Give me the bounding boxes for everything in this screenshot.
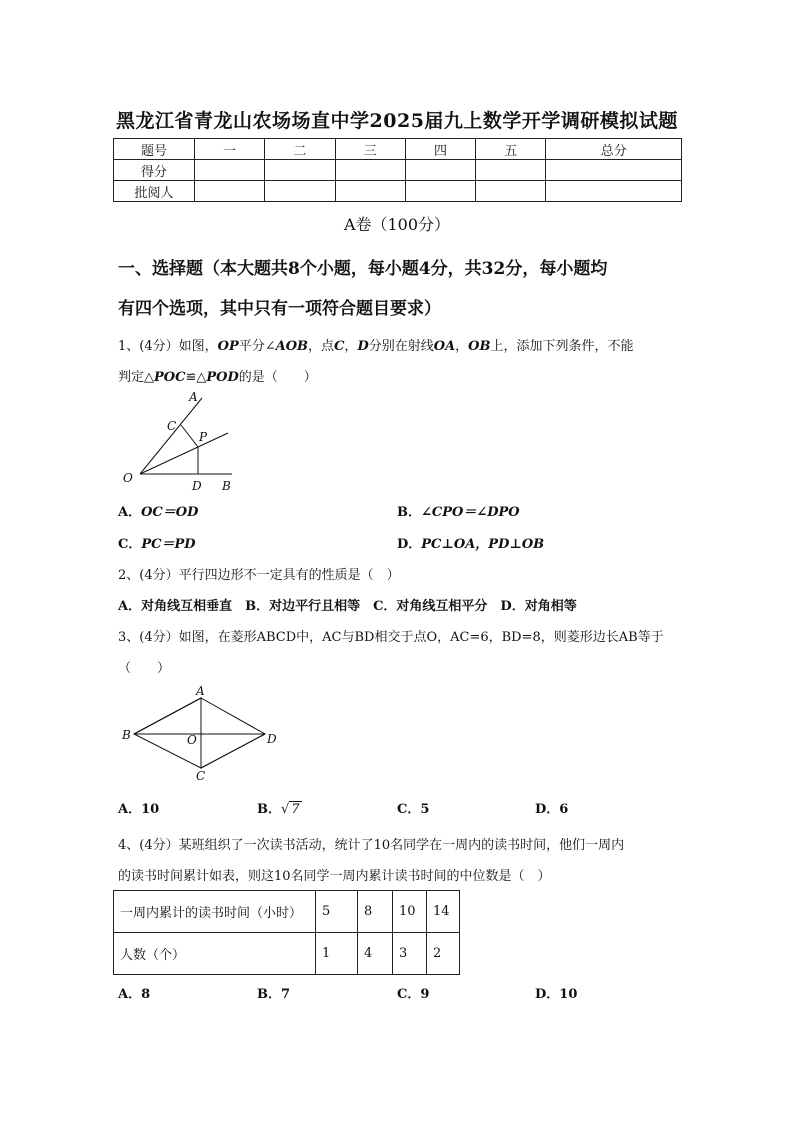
score-cell[interactable] [335, 181, 405, 202]
q4-cell: 3 [393, 933, 427, 975]
q1-angle-figure [118, 390, 248, 495]
point-label-p: P [199, 430, 208, 444]
section-heading-line2: 有四个选项，其中只有一项符合题目要求） [118, 299, 441, 319]
q1-option-text: PC＝PD [141, 537, 196, 552]
q1-var: C [334, 339, 345, 354]
vertex-label-b: B [122, 728, 131, 742]
q4-stem-line1: 4、(4分）某班组织了一次读书活动，统计了10名同学在一周内的读书时间，他们一周内 [118, 838, 625, 853]
q3-option-letter: B． [257, 802, 281, 817]
vertex-label-o: O [187, 733, 197, 747]
q4-cell: 4 [358, 933, 393, 975]
q4-row-label: 人数（个） [114, 933, 316, 975]
q2-options[interactable]: A．对角线互相垂直 B．对边平行且相等 C．对角线互相平分 D．对角相等 [118, 599, 577, 614]
q1-text: ，点 [308, 339, 335, 354]
q1-text: 的是（ ） [238, 370, 317, 385]
rhombus-outline [134, 698, 265, 768]
q1-option-letter: B． [397, 505, 421, 520]
score-cell[interactable] [546, 181, 682, 202]
score-cell[interactable] [335, 160, 405, 181]
score-cell[interactable] [405, 181, 475, 202]
q3-radicand: 7 [291, 802, 300, 817]
q4-stem-line2: 的读书时间累计如表，则这10名同学一周内累计读书时间的中位数是（ ） [118, 869, 551, 884]
vertex-label-c: C [196, 769, 206, 783]
score-cell[interactable] [476, 160, 546, 181]
q1-text: 判定△ [118, 370, 154, 385]
score-cell[interactable] [265, 160, 335, 181]
sqrt-icon: √ [281, 802, 290, 817]
point-label-o: O [123, 471, 133, 485]
q4-option-d[interactable]: D．10 [535, 987, 578, 1002]
q1-stem-line2 [118, 366, 317, 385]
q1-option-a[interactable] [118, 501, 198, 520]
score-cell[interactable] [195, 160, 265, 181]
score-table-row [114, 181, 682, 202]
score-header-cell: 五 [476, 139, 546, 160]
q1-var: AOB [275, 339, 309, 354]
rhombus-abcd [134, 698, 265, 768]
q4-cell: 2 [427, 933, 460, 975]
q4-table-row [114, 891, 460, 933]
q1-var: OA [433, 339, 456, 354]
q1-text: 1、(4分）如图， [118, 339, 218, 354]
q4-table-row [114, 933, 460, 975]
score-table [113, 138, 682, 202]
q4-option-c[interactable]: C．9 [397, 987, 430, 1002]
q1-var: POC [154, 370, 186, 385]
score-table-header-row [114, 139, 682, 160]
q3-stem-line2: （ ） [118, 661, 171, 676]
ray-oa [140, 398, 202, 474]
segment-pc [181, 425, 198, 447]
q3-option-c[interactable]: C．5 [397, 802, 430, 817]
point-label-d: D [192, 479, 202, 493]
q3-option-d[interactable]: D．6 [535, 802, 569, 817]
q3-rhombus-figure [118, 680, 288, 785]
q1-text: ≌△ [185, 370, 207, 385]
point-label-b: B [222, 479, 231, 493]
score-cell[interactable] [476, 181, 546, 202]
q1-text: ， [344, 339, 358, 354]
q3-option-b[interactable] [257, 798, 302, 817]
q4-data-table [113, 890, 460, 975]
q4-cell: 10 [393, 891, 427, 933]
score-header-cell: 三 [335, 139, 405, 160]
q1-var: D [357, 339, 369, 354]
score-header-cell: 四 [405, 139, 475, 160]
score-row-label: 批阅人 [114, 181, 195, 202]
q4-cell: 14 [427, 891, 460, 933]
score-cell[interactable] [405, 160, 475, 181]
q1-text: ， [455, 339, 469, 354]
q4-option-a[interactable]: A．8 [118, 987, 151, 1002]
score-header-cell: 一 [195, 139, 265, 160]
score-header-cell: 题号 [114, 139, 195, 160]
score-row-label: 得分 [114, 160, 195, 181]
score-header-cell: 二 [265, 139, 335, 160]
point-label-c: C [167, 419, 177, 433]
q1-var: OP [217, 339, 239, 354]
ray-op [140, 433, 228, 474]
vertex-label-d: D [267, 732, 277, 746]
q1-text: 分别在射线 [368, 339, 434, 354]
q1-option-letter: C． [118, 537, 142, 552]
q4-cell: 1 [316, 933, 358, 975]
score-cell[interactable] [195, 181, 265, 202]
paper-a-heading: A卷（100分） [343, 215, 451, 234]
score-cell[interactable] [265, 181, 335, 202]
vertex-label-a: A [196, 684, 205, 698]
q1-option-letter: D． [397, 537, 422, 552]
q1-option-c[interactable] [118, 533, 196, 552]
q1-option-d[interactable] [397, 533, 544, 552]
q2-stem: 2、(4分）平行四边形不一定具有的性质是（ ） [118, 568, 400, 583]
q4-option-b[interactable]: B．7 [257, 987, 291, 1002]
score-cell[interactable] [546, 160, 682, 181]
q1-option-text: ∠CPO＝∠DPO [421, 505, 520, 520]
q1-stem-line1 [118, 335, 634, 354]
q1-var: POD [206, 370, 239, 385]
q3-stem-line1: 3、(4分）如图，在菱形ABCD中，AC与BD相交于点O，AC=6，BD=8，则菱形边长AB等于 [118, 630, 664, 645]
q4-cell: 5 [316, 891, 358, 933]
q3-option-a[interactable]: A．10 [118, 802, 160, 817]
q1-var: OB [468, 339, 491, 354]
score-header-cell: 总分 [546, 139, 682, 160]
score-table-row [114, 160, 682, 181]
q1-option-b[interactable] [397, 501, 520, 520]
q1-option-text: OC＝OD [141, 505, 199, 520]
section-heading-line1: 一、选择题（本大题共8个小题，每小题4分，共32分，每小题均 [118, 259, 608, 279]
exam-title: 黑龙江省青龙山农场场直中学2025届九上数学开学调研模拟试题 [116, 110, 678, 132]
q1-option-text: PC⊥OA，PD⊥OB [421, 537, 545, 552]
q1-text: 平分∠ [238, 339, 276, 354]
point-label-a: A [189, 390, 198, 404]
q1-option-letter: A． [118, 505, 142, 520]
q4-cell: 8 [358, 891, 393, 933]
q1-text: 上，添加下列条件，不能 [490, 339, 634, 354]
q4-row-label: 一周内累计的读书时间（小时） [114, 891, 316, 933]
